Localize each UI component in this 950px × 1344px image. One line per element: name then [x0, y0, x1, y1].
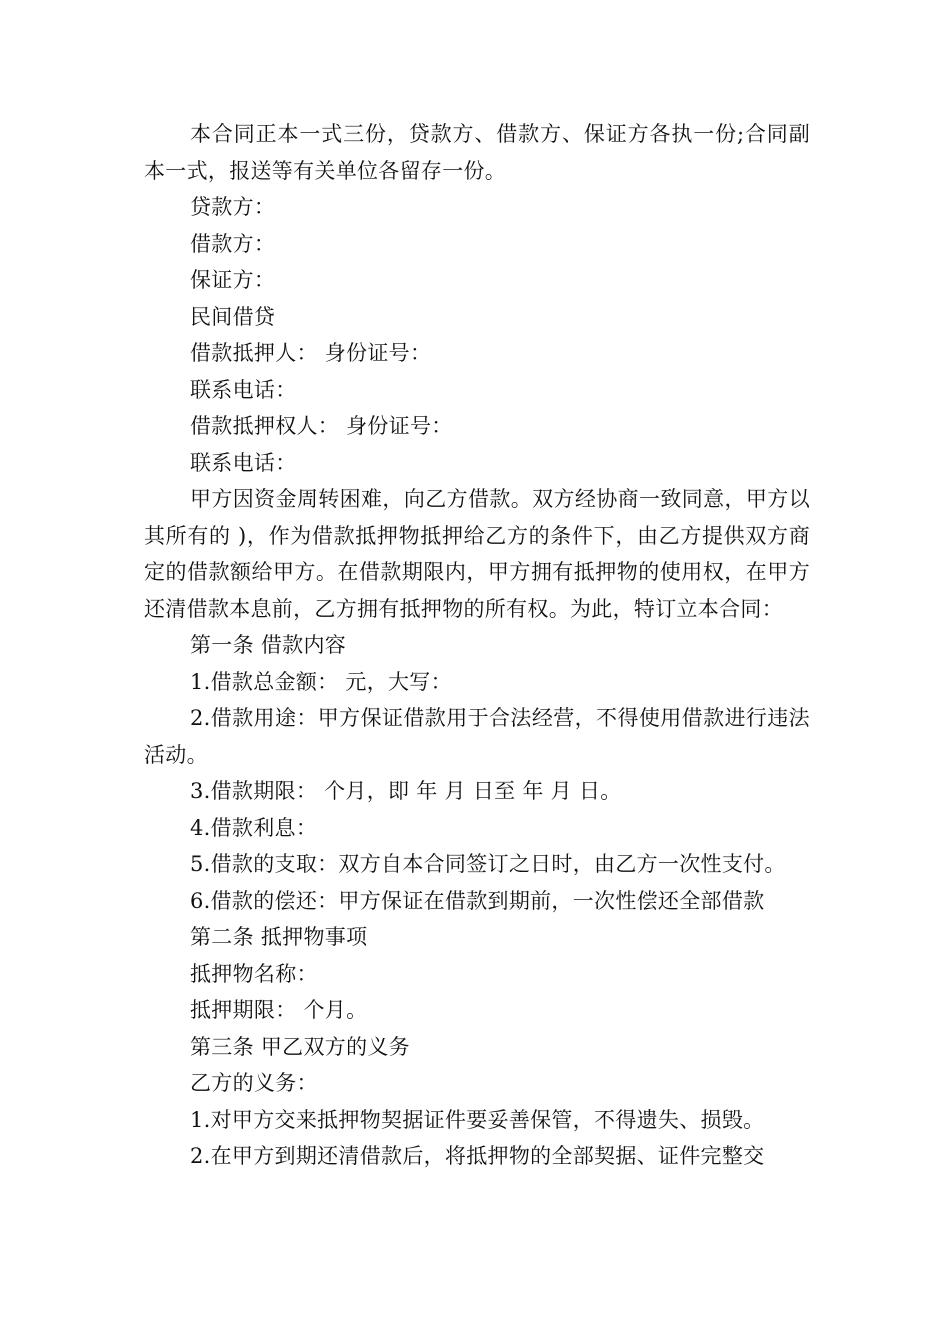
paragraph-mortgagee-phone: 联系电话： — [190, 450, 297, 475]
paragraph-borrower: 借款方： — [190, 231, 276, 256]
paragraph-loan-interest: 4.借款利息： — [190, 815, 318, 840]
paragraph-collateral-term: 抵押期限： 个月。 — [190, 998, 368, 1022]
paragraph-mortgagee: 借款抵押权人： 身份证号： — [190, 414, 453, 438]
paragraph-lender: 贷款方： — [190, 195, 276, 219]
paragraph-mortgagor: 借款抵押人： 身份证号： — [190, 341, 432, 365]
paragraph-guarantor: 保证方： — [190, 268, 276, 292]
paragraph-mortgagor-phone: 联系电话： — [190, 377, 297, 402]
document-body — [144, 116, 810, 1175]
paragraph-loan-term: 3.借款期限： 个月，即 年 月 日至 年 月 日。 — [190, 779, 622, 803]
paragraph-duty-2: 2.在甲方到期还清借款后，将抵押物的全部契据、证件完整交 — [190, 1144, 765, 1168]
paragraph-article-1: 第一条 借款内容 — [190, 633, 347, 657]
paragraph-party-b-duties: 乙方的义务： — [190, 1071, 318, 1095]
paragraph-loan-amount: 1.借款总金额： 元，大写： — [190, 669, 452, 694]
paragraph-preamble: 甲方因资金周转困难，向乙方借款。双方经协商一致同意，甲方以其所有的 )，作为借款抵押物抵押给乙方的条件下，由乙方提供双方商定的借款额给甲方。在借款期限内，甲方拥有抵押物的使用权，在甲方还清借款本息前，乙方拥有抵押物的所有权。为此，特订立本合同： — [144, 487, 810, 621]
paragraph-section-title: 民间借贷 — [190, 304, 276, 329]
paragraph-article-3: 第三条 甲乙双方的义务 — [190, 1034, 410, 1059]
paragraph-loan-repayment: 6.借款的偿还：甲方保证在借款到期前，一次性偿还全部借款 — [190, 888, 765, 913]
paragraph-collateral-name: 抵押物名称： — [190, 961, 318, 986]
paragraph-copies-clause: 本合同正本一式三份，贷款方、借款方、保证方各执一份;合同副本一式，报送等有关单位各留存一份。 — [144, 122, 810, 183]
paragraph-article-2: 第二条 抵押物事项 — [190, 925, 368, 949]
paragraph-loan-disbursement: 5.借款的支取：双方自本合同签订之日时，由乙方一次性支付。 — [190, 852, 786, 876]
paragraph-duty-1: 1.对甲方交来抵押物契据证件要妥善保管，不得遗失、损毁。 — [190, 1107, 765, 1132]
paragraph-loan-purpose: 2.借款用途：甲方保证借款用于合法经营，不得使用借款进行违法活动。 — [144, 706, 810, 767]
